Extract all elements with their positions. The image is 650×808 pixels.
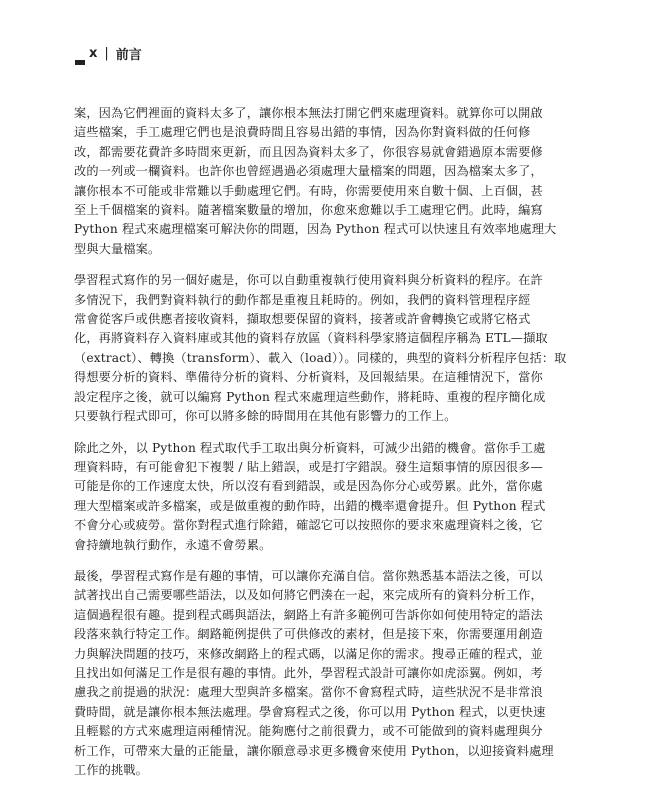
text-line: 力與解決問題的技巧，來修改網路上的程式碼，以滿足你的需求。搜尋正確的程式，並 — [74, 646, 543, 661]
header-separator: | — [104, 46, 109, 61]
text-line: 最後，學習程式寫作是有趣的事情，可以讓你充滿自信。當你熟悉基本語法之後，可以 — [74, 568, 543, 583]
text-line: 會持續地執行動作，永遠不會勞累。 — [74, 537, 272, 552]
text-line: 且輕鬆的方式來處理這兩種情況。能夠應付之前很費力，或不可能做到的資料處理與分 — [74, 724, 543, 739]
paragraph — [74, 439, 574, 555]
text-line: 試著找出自己需要哪些語法，以及如何將它們湊在一起，來完成所有的資料分析工作， — [74, 588, 543, 603]
section-title: 前言 — [115, 48, 142, 63]
text-line: 析工作，可帶來大量的正能量，讓你願意尋求更多機會來使用 Python，以迎接資料處理 — [74, 743, 554, 758]
text-line: 改，都需要花費許多時間來更新，而且因為資料太多了，你很容易就會錯過原本需要修 — [74, 144, 543, 159]
text-line: 段落來執行特定工作。網路範例提供了可供修改的素材，但是接下來，你需要運用創造 — [74, 627, 543, 642]
text-line: 理大型檔案或許多檔案，或是做重複的動作時，出錯的機率還會提升。但 Python 程式 — [74, 498, 546, 513]
text-line: 讓你根本不可能或非常難以手動處理它們。有時，你需要使用來自數十個、上百個，甚 — [74, 183, 543, 198]
text-line: 設定程序之後，就可以編寫 Python 程式來處理這些動作，將耗時、重複的程序簡化成 — [74, 389, 546, 404]
header-marker-bar — [75, 60, 85, 65]
text-line: 工作的挑戰。 — [74, 763, 149, 777]
text-line: 理資料時，有可能會犯下複製 / 貼上錯誤，或是打字錯誤。發生這類事情的原因很多— — [74, 459, 543, 474]
paragraph — [74, 104, 574, 259]
paragraph — [74, 567, 574, 780]
text-line: 案，因為它們裡面的資料太多了，讓你根本無法打開它們來處理資料。就算你可以開啟 — [74, 106, 543, 120]
text-line: 得想要分析的資料、準備待分析的資料、分析資料，及回報結果。在這種情況下，當你 — [74, 370, 543, 385]
text-line: （extract）、轉換（transform）、載入（load））。同樣的，典型的資料分析程序包括：取 — [74, 350, 567, 365]
text-line: 型與大量檔案。 — [74, 241, 161, 256]
text-line: 這個過程很有趣。提到程式碼與語法，網路上有許多範例可告訴你如何使用特定的語法 — [74, 607, 543, 622]
text-line: 至上千個檔案的資料。隨著檔案數量的增加，你愈來愈難以手工處理它們。此時，編寫 — [74, 203, 543, 218]
running-header — [75, 44, 142, 63]
text-line: 這些檔案，手工處理它們也是浪費時間且容易出錯的事情，因為你對資料做的任何修 — [74, 125, 531, 140]
text-line: 改的一列或一欄資料。也許你也曾經遇過必須處理大量檔案的問題，因為檔案太多了， — [74, 164, 543, 179]
text-line: 慮我之前提過的狀況：處理大型與許多檔案。當你不會寫程式時，這些狀況不是非常浪 — [74, 685, 543, 700]
text-line: 且找出如何滿足工作是很有趣的事情。此外，學習程式設計可讓你如虎添翼。例如，考 — [74, 665, 543, 680]
page-number: x — [89, 46, 98, 61]
text-line: 除此之外，以 Python 程式取代手工取出與分析資料，可減少出錯的機會。當你手工處 — [74, 440, 546, 455]
text-line: 化，再將資料存入資料庫或其他的資料存放區（資料科學家將這個程序稱為 ETL—擷取 — [74, 331, 548, 346]
text-line: Python 程式來處理檔案可解決你的問題，因為 Python 程式可以快速且有效率地處理大 — [74, 222, 557, 237]
text-line: 多情況下，我們對資料執行的動作都是重複且耗時的。例如，我們的資料管理程序經 — [74, 292, 531, 307]
text-line: 可能是你的工作速度太快，所以沒有看到錯誤，或是因為你分心或勞累。此外，當你處 — [74, 479, 543, 494]
text-line: 常會從客戶或供應者接收資料，擷取想要保留的資料，接著或許會轉換它或將它格式 — [74, 312, 531, 327]
text-line: 學習程式寫作的另一個好處是，你可以自動重複執行使用資料與分析資料的程序。在許 — [74, 273, 543, 288]
text-line: 只要執行程式即可，你可以將多餘的時間用在其他有影響力的工作上。 — [74, 409, 457, 424]
paragraph — [74, 271, 574, 426]
text-line: 不會分心或疲勞。當你對程式進行除錯，確認它可以按照你的要求來處理資料之後，它 — [74, 518, 543, 533]
body-text — [74, 104, 574, 792]
text-line: 費時間，就是讓你根本無法處理。學會寫程式之後，你可以用 Python 程式，以更快速 — [74, 704, 546, 719]
